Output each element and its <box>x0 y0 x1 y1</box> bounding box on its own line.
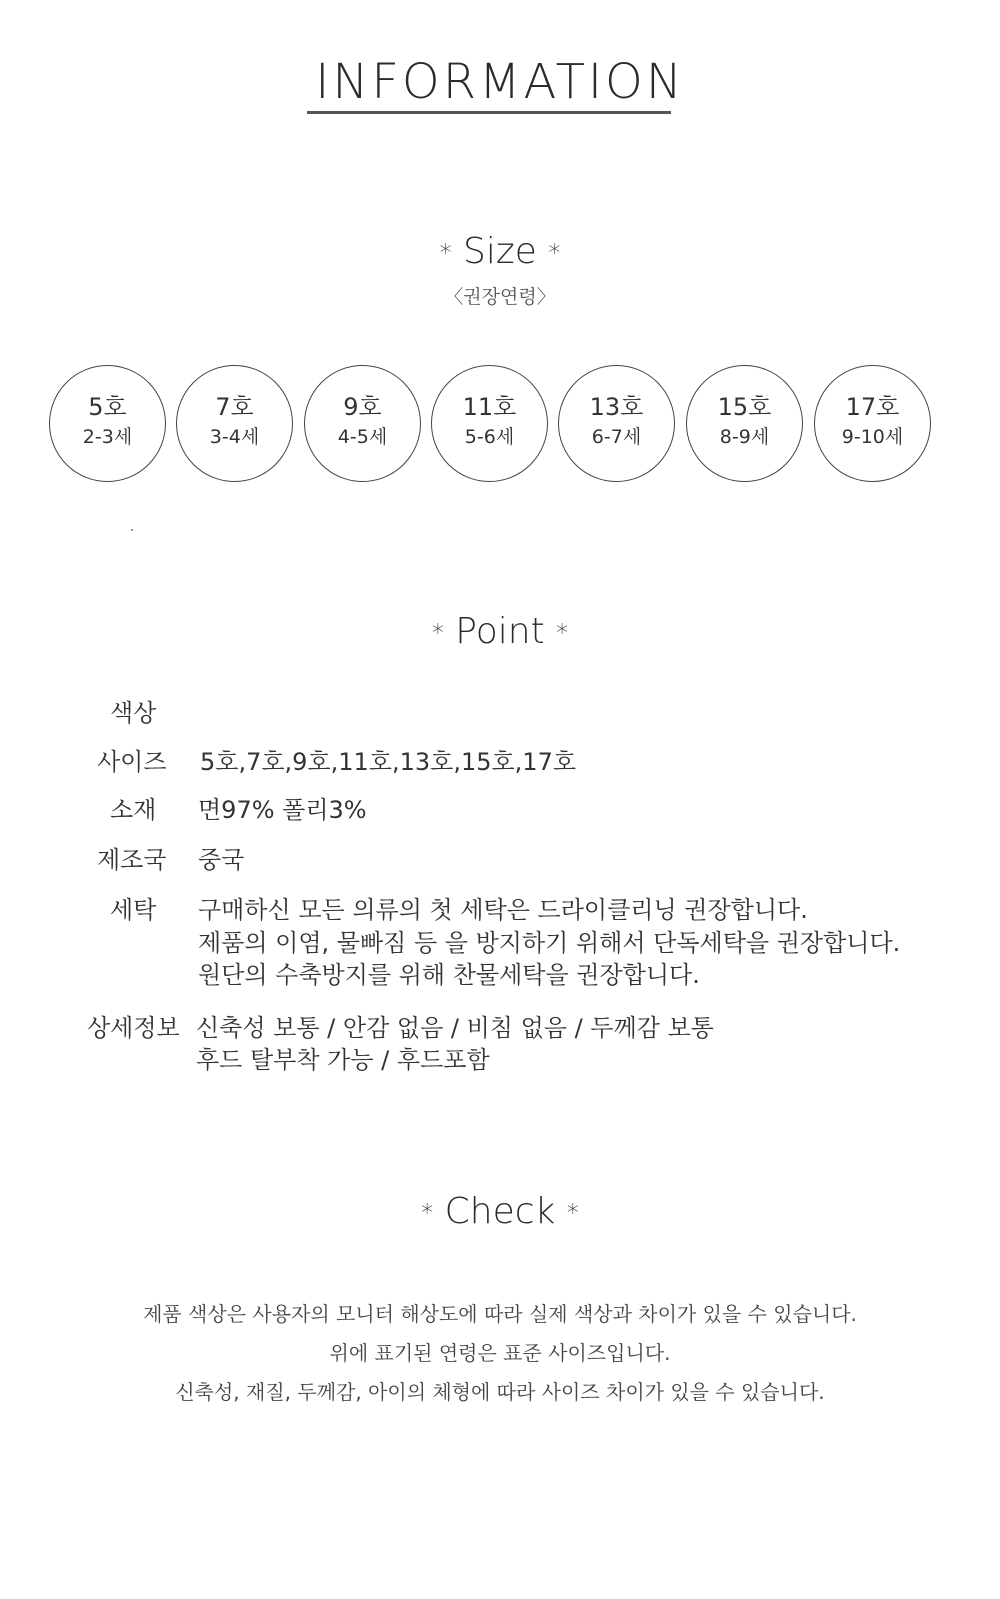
wash-line: 구매하신 모든 의류의 첫 세탁은 드라이클리닝 권장합니다. <box>198 896 808 924</box>
origin-label: 제조국 <box>97 846 167 874</box>
check-heading: Check <box>444 1191 556 1232</box>
detail-label: 상세정보 <box>87 1014 180 1042</box>
star-icon: * <box>548 239 561 267</box>
size-circle-17 <box>814 365 931 482</box>
detail-line: 신축성 보통 / 안감 없음 / 비침 없음 / 두께감 보통 <box>196 1014 714 1042</box>
size-label: 15호 <box>717 393 772 421</box>
size-circle-7 <box>176 365 293 482</box>
check-note: 제품 색상은 사용자의 모니터 해상도에 따라 실제 색상과 차이가 있을 수 있습니다. <box>143 1302 857 1326</box>
size-label: 9호 <box>343 393 382 421</box>
point-section-title <box>0 610 1000 655</box>
star-icon: * <box>566 1199 579 1227</box>
check-note: 위에 표기된 연령은 표준 사이즈입니다. <box>329 1341 671 1365</box>
wash-line: 원단의 수축방지를 위해 찬물세탁을 권장합니다. <box>198 961 700 989</box>
size-label: 13호 <box>589 393 644 421</box>
page-title: INFORMATION <box>315 54 685 110</box>
size-label-row: 사이즈 <box>97 748 167 776</box>
check-note: 신축성, 재질, 두께감, 아이의 체형에 따라 사이즈 차이가 있을 수 있습니다. <box>175 1380 825 1404</box>
star-icon: * <box>421 1199 434 1227</box>
star-icon: * <box>431 619 444 647</box>
age-label: 2-3세 <box>82 426 133 448</box>
detail-line: 후드 탈부착 가능 / 후드포함 <box>196 1046 490 1074</box>
age-label: 6-7세 <box>591 426 642 448</box>
size-label: 7호 <box>215 393 254 421</box>
size-label: 11호 <box>462 393 517 421</box>
wash-line: 제품의 이염, 물빠짐 등 을 방지하기 위해서 단독세탁을 권장합니다. <box>198 929 901 957</box>
title-underline <box>307 111 671 114</box>
size-label: 5호 <box>88 393 127 421</box>
material-value: 면97% 폴리3% <box>198 796 367 824</box>
recommended-age-caption: 〈권장연령〉 <box>444 286 556 308</box>
size-circle-15 <box>686 365 803 482</box>
age-label: 3-4세 <box>209 426 260 448</box>
star-icon: * <box>439 239 452 267</box>
size-circle-13 <box>558 365 675 482</box>
age-label: 8-9세 <box>719 426 770 448</box>
star-icon: * <box>556 619 569 647</box>
size-label: 17호 <box>845 393 900 421</box>
point-heading: Point <box>455 611 545 652</box>
wash-label: 세탁 <box>110 896 157 924</box>
size-heading: Size <box>463 231 537 272</box>
origin-value: 중국 <box>198 846 245 874</box>
size-circle-11 <box>431 365 548 482</box>
age-label: 4-5세 <box>337 426 388 448</box>
decorative-dot <box>131 529 133 531</box>
color-label: 색상 <box>110 699 157 727</box>
size-circle-9 <box>304 365 421 482</box>
age-label: 5-6세 <box>464 426 515 448</box>
age-label: 9-10세 <box>841 426 904 448</box>
material-label: 소재 <box>110 796 157 824</box>
check-section-title <box>0 1190 1000 1235</box>
size-circle-5 <box>49 365 166 482</box>
size-value: 5호,7호,9호,11호,13호,15호,17호 <box>200 748 577 776</box>
size-section-title <box>0 230 1000 275</box>
